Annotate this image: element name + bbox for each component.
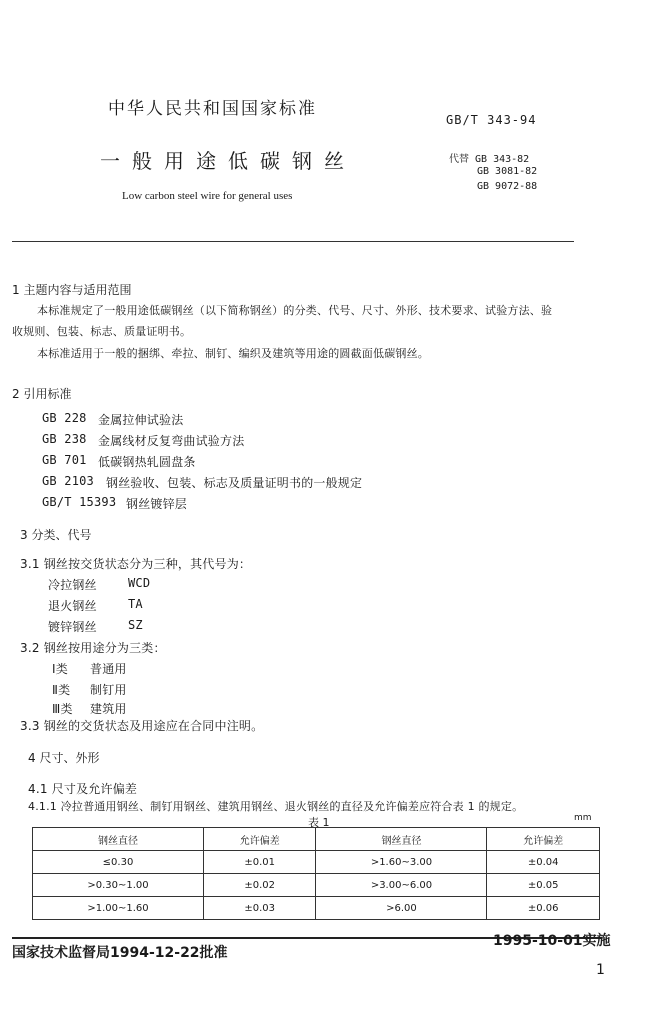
table-cell: >1.60~3.00: [316, 851, 487, 874]
replaces-line-2: GB 3081-82: [477, 166, 538, 177]
section-4-heading: 4 尺寸、外形: [28, 751, 100, 765]
clause-3-1: 3.1 钢丝按交货状态分为三种，其代号为：: [20, 557, 252, 571]
ref-code: GB 2103: [42, 474, 94, 488]
section-1-heading: 1 主题内容与适用范围: [12, 283, 132, 297]
ref-code: GB/T 15393: [42, 495, 117, 509]
table-cell: ±0.03: [203, 897, 316, 920]
section-2-heading: 2 引用标准: [12, 387, 72, 401]
clause-3-2: 3.2 钢丝按用途分为三类：: [20, 641, 166, 655]
replaces-line-3: GB 9072-88: [477, 181, 538, 192]
clause-4-1: 4.1 尺寸及允许偏差: [28, 782, 138, 796]
table-cell: ±0.05: [487, 874, 600, 897]
ref-title: 金属拉伸试验法: [98, 413, 184, 427]
ref-title: 金属线材反复弯曲试验方法: [98, 434, 245, 448]
clause-4-1-1: 4.1.1 冷拉普通用钢丝、制钉用钢丝、建筑用钢丝、退火钢丝的直径及允许偏差应符合表 1 的规定。: [28, 800, 524, 813]
section-1-paragraph-1-line-2: 收规则、包装、标志、质量证明书。: [12, 325, 192, 338]
table-cell: >6.00: [316, 897, 487, 920]
header-cell: 允许偏差: [487, 828, 600, 851]
ref-title: 钢丝镀锌层: [126, 497, 188, 511]
section-3-heading: 3 分类、代号: [20, 528, 92, 542]
ref-title: 钢丝验收、包装、标志及质量证明书的一般规定: [106, 476, 363, 490]
use-class-name: 普通用: [90, 662, 127, 676]
table-unit: mm: [574, 813, 592, 823]
table-cell: >0.30~1.00: [33, 874, 204, 897]
ref-code: GB 228: [42, 411, 87, 425]
standard-number: GB/T 343-94: [446, 113, 537, 127]
table-cell: ±0.02: [203, 874, 316, 897]
effective-date-line: 1995-10-01实施: [493, 933, 611, 949]
national-standard-heading: 中华人民共和国国家标准: [108, 99, 317, 119]
table-row: [33, 851, 600, 874]
state-name: 冷拉钢丝: [48, 578, 97, 592]
table-caption: 表 1: [308, 816, 330, 829]
document-title: 一般用途低碳钢丝: [100, 149, 356, 173]
clause-3-3: 3.3 钢丝的交货状态及用途应在合同中注明。: [20, 719, 264, 733]
header-cell: 钢丝直径: [33, 828, 204, 851]
use-class-num: Ⅱ类: [52, 683, 71, 697]
use-class-name: 制钉用: [90, 683, 127, 697]
table-row: [33, 897, 600, 920]
ref-code: GB 701: [42, 453, 87, 467]
section-1-paragraph-1-line-1: 本标准规定了一般用途低碳钢丝（以下简称钢丝）的分类、代号、尺寸、外形、技术要求、试验方法、验: [37, 304, 553, 317]
use-class-num: Ⅲ类: [52, 702, 73, 716]
table-cell: ±0.01: [203, 851, 316, 874]
header-divider: [12, 241, 574, 242]
table-header-row: [33, 828, 600, 851]
page-number: 1: [596, 962, 605, 978]
table-row: [33, 874, 600, 897]
state-name: 镀锌钢丝: [48, 620, 97, 634]
replaces-line-1: 代替 GB 343-82: [449, 154, 530, 165]
english-title: Low carbon steel wire for general uses: [122, 190, 293, 202]
ref-code: GB 238: [42, 432, 87, 446]
table-cell: >1.00~1.60: [33, 897, 204, 920]
table-cell: ±0.04: [487, 851, 600, 874]
approval-line: 国家技术监督局1994-12-22批准: [12, 945, 228, 961]
table-cell: ≤0.30: [33, 851, 204, 874]
table-cell: ±0.06: [487, 897, 600, 920]
table-cell: >3.00~6.00: [316, 874, 487, 897]
state-code: WCD: [128, 576, 151, 590]
header-cell: 钢丝直径: [316, 828, 487, 851]
ref-title: 低碳钢热轧圆盘条: [98, 455, 196, 469]
use-class-num: Ⅰ类: [52, 662, 68, 676]
state-name: 退火钢丝: [48, 599, 97, 613]
section-1-paragraph-2: 本标准适用于一般的捆绑、牵拉、制钉、编织及建筑等用途的圆截面低碳钢丝。: [37, 347, 429, 360]
header-cell: 允许偏差: [203, 828, 316, 851]
state-code: SZ: [128, 618, 143, 632]
table-1: [32, 827, 600, 920]
state-code: TA: [128, 597, 143, 611]
use-class-name: 建筑用: [90, 702, 127, 716]
